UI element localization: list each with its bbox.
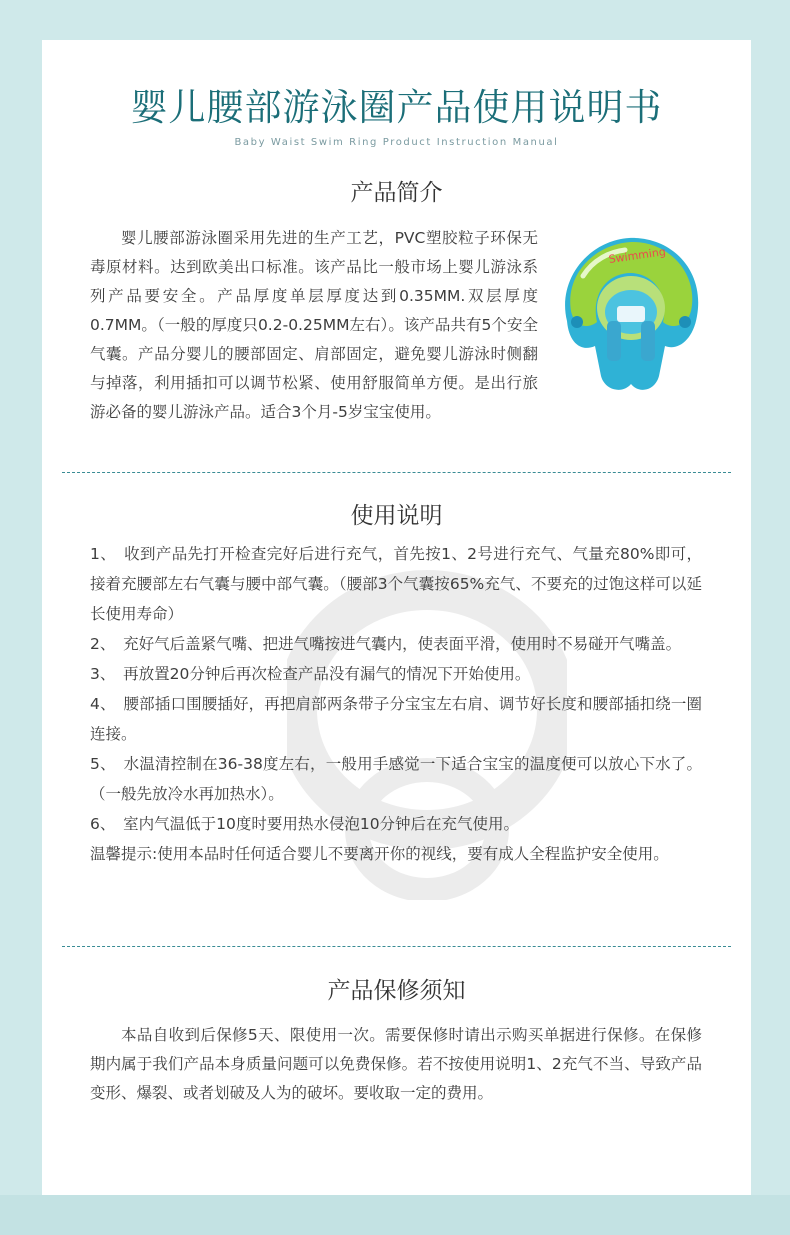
usage-tip: 温馨提示:使用本品时任何适合婴儿不要离开你的视线，要有成人全程监护安全使用。 <box>90 845 669 863</box>
swim-ring-product-image <box>547 226 712 396</box>
usage-item: 1、 收到产品先打开检查完好后进行充气，首先按1、2号进行充气、气量充80%即可，接着充腰部左右气囊与腰中部气囊。（腰部3个气囊按65%充气、不要充的过饱这样可以延长使用寿命） <box>90 545 702 623</box>
section-divider <box>62 946 731 947</box>
warranty-heading: 产品保修须知 <box>327 978 466 1004</box>
warranty-text: 本品自收到后保修5天、限使用一次。需要保修时请出示购买单据进行保修。在保修期内属于我们产品本身质量问题可以免费保修。若不按使用说明1、2充气不当、导致产品变形、爆裂、或者划破及人为的破坏。要收取一定的费用。 <box>90 1026 702 1102</box>
section-divider <box>62 472 731 473</box>
usage-list <box>90 539 702 869</box>
usage-item: 5、 水温清控制在36-38度左右，一般用手感觉一下适合宝宝的温度便可以放心下水了。（一般先放冷水再加热水）。 <box>90 755 702 803</box>
page-subtitle: Baby Waist Swim Ring Product Instruction Manual <box>234 137 559 148</box>
svg-text:Swimming: Swimming <box>607 245 667 267</box>
intro-text: 婴儿腰部游泳圈采用先进的生产工艺，PVC塑胶粒子环保无毒原材料。达到欧美出口标准。该产品比一般市场上婴儿游泳系列产品要安全。产品厚度单层厚度达到0.35MM.双层厚度0.7MM。（一般的厚度只0.2-0.25MM左右）。该产品共有5个安全气囊。产品分婴儿的腰部固定、肩部固定，避免婴儿游泳时侧翻与掉落，利用插扣可以调节松紧、使用舒服简单方便。是出行旅游必备的婴儿游泳产品。适合3个月-5岁宝宝使用。 <box>90 229 538 421</box>
intro-heading: 产品简介 <box>350 180 443 206</box>
bottom-band <box>0 1195 790 1235</box>
usage-heading: 使用说明 <box>350 503 443 529</box>
usage-item: 3、 再放置20分钟后再次检查产品没有漏气的情况下开始使用。 <box>90 665 531 683</box>
usage-item: 6、 室内气温低于10度时要用热水侵泡10分钟后在充气使用。 <box>90 815 520 833</box>
usage-item: 2、 充好气后盖紧气嘴、把进气嘴按进气囊内，使表面平滑，使用时不易碰开气嘴盖。 <box>90 635 682 653</box>
page-title: 婴儿腰部游泳圈产品使用说明书 <box>130 86 663 129</box>
usage-item: 4、 腰部插口围腰插好，再把肩部两条带子分宝宝左右肩、调节好长度和腰部插扣绕一圈连接。 <box>90 695 702 743</box>
instruction-card <box>42 40 751 1195</box>
